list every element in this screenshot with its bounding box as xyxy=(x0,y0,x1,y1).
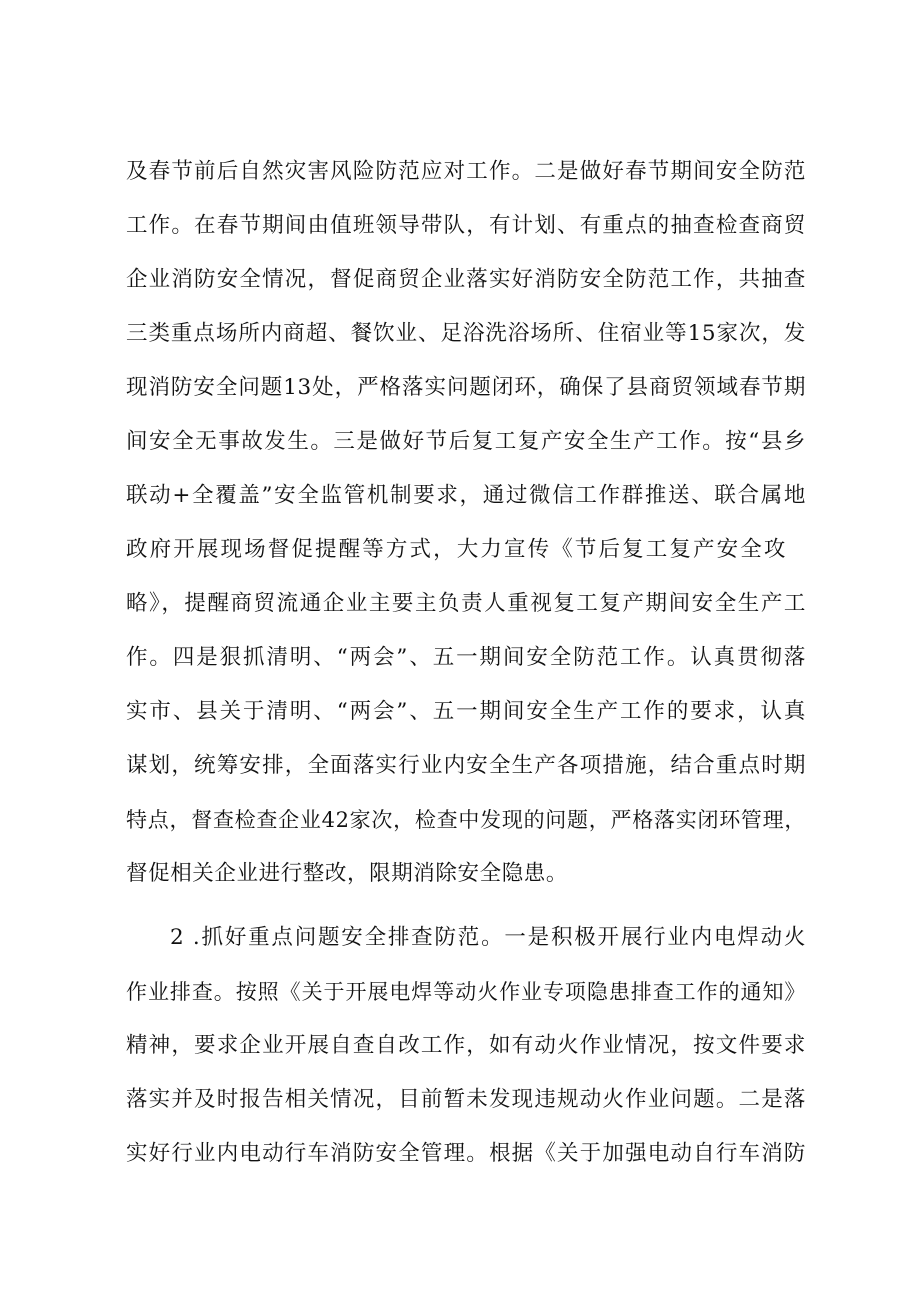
paragraph-line: 作业排查。按照《关于开展电焊等动火作业专项隐患排查工作的通知》 xyxy=(126,980,806,1004)
paragraph-line: 间安全无事故发生。三是做好节后复工复产安全生产工作。按“县乡 xyxy=(126,429,806,454)
paragraph-line: 实好行业内电动行车消防安全管理。根据《关于加强电动自行车消防 xyxy=(126,1141,806,1166)
paragraph-line: 略》，提醒商贸流通企业主要主负责人重视复工复产期间安全生产工 xyxy=(126,591,806,616)
paragraph-line: 及春节前后自然灾害风险防范应对工作。二是做好春节期间安全防范 xyxy=(126,159,806,184)
paragraph-line: 落实并及时报告相关情况，目前暂未发现违规动火作业问题。二是落 xyxy=(126,1087,806,1112)
paragraph-line: 谋划，统筹安排，全面落实行业内安全生产各项措施，结合重点时期 xyxy=(126,753,806,778)
paragraph-line: 三类重点场所内商超、餐饮业、足浴洗浴场所、住宿业等15家次，发 xyxy=(126,321,806,346)
paragraph-line: 实市、县关于清明、“两会”、五一期间安全生产工作的要求，认真 xyxy=(126,699,806,724)
paragraph-line: 精神，要求企业开展自查自改工作，如有动火作业情况，按文件要求 xyxy=(126,1033,806,1058)
paragraph-line: 现消防安全问题13处，严格落实问题闭环，确保了县商贸领域春节期 xyxy=(126,375,806,400)
paragraph-line: 工作。在春节期间由值班领导带队，有计划、有重点的抽查检查商贸 xyxy=(126,213,806,238)
paragraph-line: 政府开展现场督促提醒等方式，大力宣传《节后复工复产安全攻 xyxy=(126,537,786,562)
paragraph-line: 2 .抓好重点问题安全排查防范。一是积极开展行业内电焊动火 xyxy=(170,925,806,950)
paragraph-line: 特点，督查检查企业42家次，检查中发现的问题，严格落实闭环管理， xyxy=(126,808,806,832)
paragraph-line: 联动+全覆盖”安全监管机制要求，通过微信工作群推送、联合属地 xyxy=(126,483,806,508)
paragraph-line: 企业消防安全情况，督促商贸企业落实好消防安全防范工作，共抽查 xyxy=(126,267,806,292)
paragraph-line: 作。四是狠抓清明、“两会”、五一期间安全防范工作。认真贯彻落 xyxy=(126,645,806,670)
paragraph-line: 督促相关企业进行整改，限期消除安全隐患。 xyxy=(126,861,569,886)
